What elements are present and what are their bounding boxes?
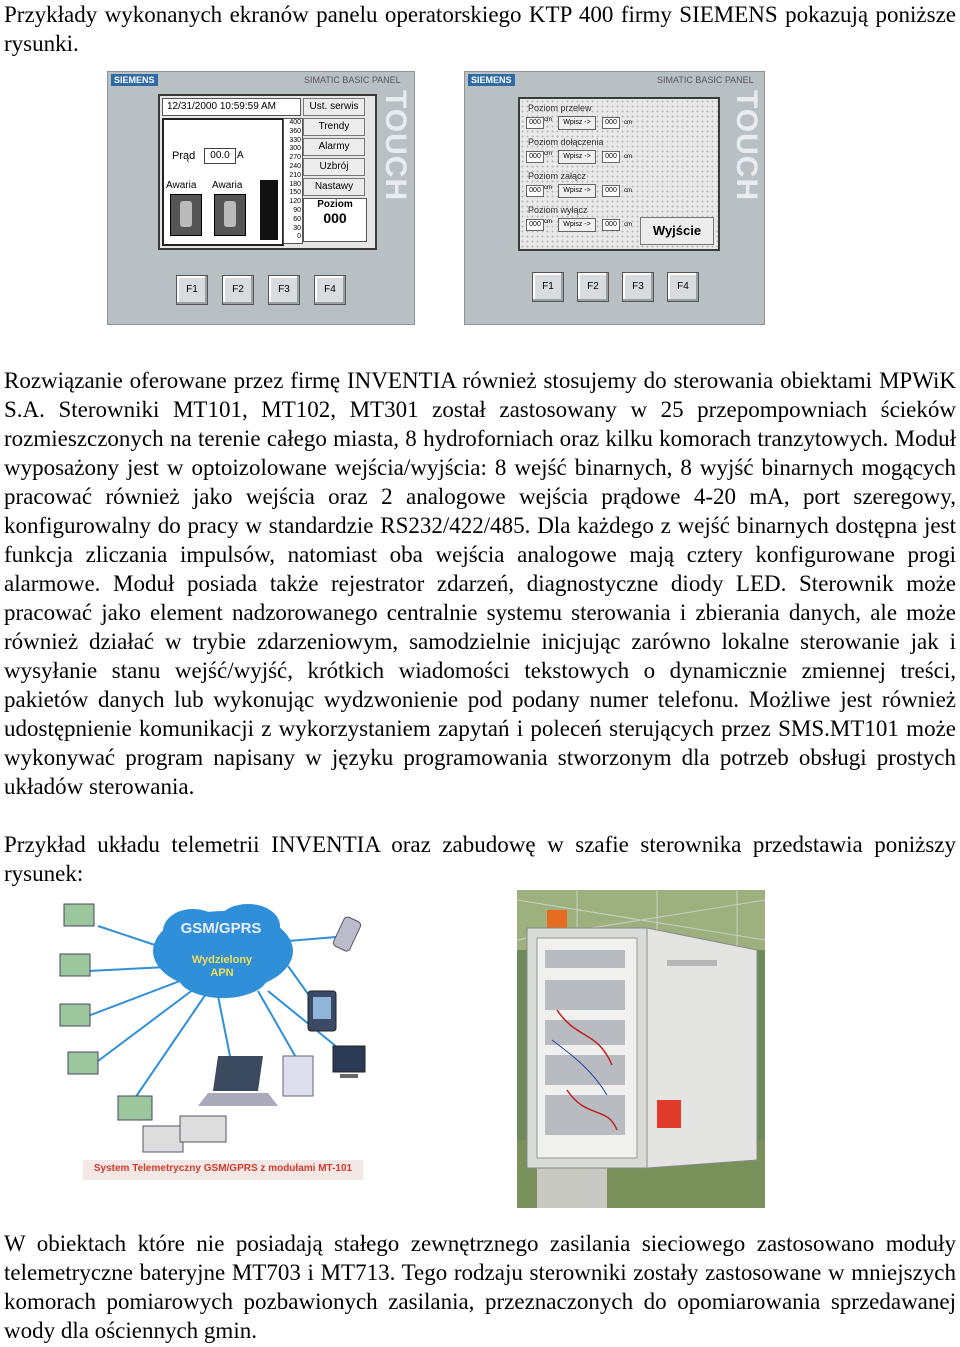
mt-module-icon [68, 1052, 98, 1074]
scale-tick-label: 120 [289, 198, 301, 206]
siemens-logo: SIEMENS [111, 74, 158, 86]
settings-button[interactable]: Nastawy [303, 178, 365, 196]
level-group-label: Poziom wyłącz [528, 205, 588, 215]
scale-tick-label: 180 [289, 180, 301, 188]
mt-module-icon [60, 954, 90, 976]
f3-key[interactable]: F3 [268, 275, 300, 305]
unit-label: cm [624, 188, 632, 194]
current-level-value: 000 [526, 185, 544, 197]
scale-tick-label: 0 [297, 233, 301, 241]
f2-key[interactable]: F2 [577, 272, 609, 302]
warning-lamp-icon [547, 910, 567, 928]
control-cabinet-photo [517, 890, 765, 1208]
laptop-icon [198, 1056, 278, 1106]
siemens-logo: SIEMENS [468, 74, 515, 86]
level-setting-group [524, 171, 640, 203]
scale-tick-label: 60 [293, 215, 301, 223]
level-group-label: Poziom dołączenia [528, 137, 604, 147]
mt-module-icon [60, 1004, 90, 1026]
touch-label: TOUCH [379, 90, 412, 202]
control-cabinet-illustration [517, 890, 765, 1208]
f1-key[interactable]: F1 [532, 272, 564, 302]
f3-key[interactable]: F3 [622, 272, 654, 302]
scale-tick-label: 360 [289, 127, 301, 135]
hmi-screen [518, 97, 720, 251]
current-level-value: 000 [526, 117, 544, 129]
diagram-caption: System Telemetryczny GSM/GPRS z modułami MT-101 [93, 1163, 353, 1174]
scale-tick-label: 240 [289, 162, 301, 170]
scale-tick-label: 210 [289, 171, 301, 179]
scale-tick-label: 90 [293, 206, 301, 214]
service-settings-button[interactable]: Ust. serwis [303, 98, 365, 116]
telemetry-system-diagram [58, 896, 388, 1188]
mobile-phone-icon [332, 916, 362, 953]
unit-label: cm [544, 185, 552, 191]
scale-tick-label: 30 [293, 224, 301, 232]
telemetry-diagram-svg [58, 896, 388, 1188]
exit-button[interactable]: Wyjście [640, 217, 714, 245]
unit-label: cm [544, 219, 552, 225]
level-setting-group [524, 103, 640, 135]
pump-1-icon [170, 194, 202, 236]
hmi-panel-levels-screen [464, 71, 765, 325]
hmi-panel-main-screen [107, 71, 415, 325]
din-rail-device-icon [143, 1126, 183, 1152]
unit-label: cm [624, 120, 632, 126]
scale-tick-label: 150 [289, 189, 301, 197]
f4-key[interactable]: F4 [667, 272, 699, 302]
desktop-computer-icon [283, 1046, 365, 1096]
unit-label: cm [544, 151, 552, 157]
unit-label: cm [624, 222, 632, 228]
cloud-subtitle [183, 954, 261, 980]
pump-1-alarm-label: Awaria [166, 180, 197, 191]
scale-tick-label: 270 [289, 154, 301, 162]
new-level-input[interactable]: 000 [602, 151, 620, 163]
level-label: Poziom [317, 199, 353, 210]
current-unit: A [237, 150, 244, 161]
panel-model-label: SIMATIC BASIC PANEL [304, 75, 401, 85]
power-socket-icon [657, 1100, 681, 1128]
cloud-subtitle-line-1: Wydzielony [191, 954, 253, 966]
level-scale [283, 118, 303, 244]
level-display [303, 198, 367, 242]
current-level-value: 000 [526, 151, 544, 163]
mt-module-icon [118, 1096, 152, 1120]
alarms-button[interactable]: Alarmy [303, 138, 365, 156]
level-value: 000 [323, 210, 347, 226]
new-level-input[interactable]: 000 [602, 117, 620, 129]
unit-label: cm [544, 117, 552, 123]
write-button[interactable]: Wpisz -> [558, 218, 596, 232]
hmi-screen [158, 94, 377, 250]
panel-model-label: SIMATIC BASIC PANEL [657, 75, 754, 85]
pump-2-icon [214, 194, 246, 236]
body-paragraph-example: Przykład układu telemetrii INVENTIA oraz zabudowę w szafie sterownika przedstawia poniższy rysunek: [4, 832, 956, 886]
write-button[interactable]: Wpisz -> [558, 116, 596, 130]
pump-2-alarm-label: Awaria [212, 180, 243, 191]
f1-key[interactable]: F1 [176, 275, 208, 305]
trends-button[interactable]: Trendy [303, 118, 365, 136]
new-level-input[interactable]: 000 [602, 185, 620, 197]
arm-button[interactable]: Uzbrój [303, 158, 365, 176]
tank-area [162, 118, 284, 246]
level-group-label: Poziom załącz [528, 171, 587, 181]
level-setting-group [524, 205, 640, 237]
level-group-label: Poziom przelew [528, 103, 592, 113]
level-setting-group [524, 137, 640, 169]
din-rail-device-icon [180, 1116, 226, 1142]
unit-label: cm [624, 154, 632, 160]
cloud-subtitle-line-2: APN [210, 967, 234, 979]
body-paragraph-inventia: Rozwiązanie oferowane przez firmę INVENTIA również stosujemy do sterowania obiektami MPWiK S.A. Sterowniki MT101, MT102, MT301 został zastosowany w 25 przepompowniach ścieków rozmieszczonych na terenie całego miasta, 8 hydroforniach oraz kilku komorach tranzytowych. Moduł wyposażony jest w optoizolowane wejścia/wyjścia: 8 wejść binarnych, 8 wyjść binarnych mogących pracować również jako wejścia oraz 2 analogowe wejścia prądowe 4-20 mA, port szeregowy, konfigurowalny do pracy w standardzie RS232/422/485. Dla każdego z wejść binarnych dostępna jest funkcja zliczania impulsów, natomiast oba wejścia analogowe mają cztery konfigurowane progi alarmowe. Moduł posiada także rejestrator zdarzeń, diagnostyczne diody LED. Sterownik może pracować jako element nadzorowanego centralnie systemu sterowania i zbierania danych, ale może również działać w trybie zdarzeniowym, samodzielnie inicjując zarówno lokalne sterowanie jak i wysyłanie stanu wejść/wyjść, krótkich wiadomości tekstowych o dynamicznie zmiennej treści, pakietów danych lub wykonując wydzwonienie pod podany numer telefonu. Możliwe jest również udostępnienie komunikacji z wykorzystaniem zapytań i poleceń sterujących przez SMS.MT101 może wykonywać program napisany w języku programowania stworzonym dla potrzeb obsługi prostych układów sterowania. [4, 368, 956, 799]
touch-label: TOUCH [730, 90, 763, 202]
datetime-display: 12/31/2000 10:59:59 AM [162, 98, 301, 116]
write-button[interactable]: Wpisz -> [558, 150, 596, 164]
scale-tick-label: 330 [289, 136, 301, 144]
body-paragraph-battery: W obiektach które nie posiadają stałego zewnętrznego zasilania sieciowego zastosowano moduły telemetryczne bateryjne MT703 i MT713. Tego rodzaju sterowniki zostały zastosowane w mniejszych komorach pomiarowych pozbawionych zasilania, przeznaczonych do opomiarowania sprzedawanej wody dla ościennych gmin. [4, 1231, 956, 1343]
f4-key[interactable]: F4 [314, 275, 346, 305]
scale-tick-label: 400 [289, 119, 301, 126]
current-label: Prąd [172, 150, 196, 162]
current-value: 00.0 [204, 148, 236, 164]
level-bar [260, 180, 278, 240]
cabinet-base [537, 1165, 607, 1208]
f2-key[interactable]: F2 [222, 275, 254, 305]
mt-module-icon [64, 904, 94, 926]
new-level-input[interactable]: 000 [602, 219, 620, 231]
current-level-value: 000 [526, 219, 544, 231]
cloud-title: GSM/GPRS [180, 920, 262, 937]
write-button[interactable]: Wpisz -> [558, 184, 596, 198]
intro-paragraph: Przykłady wykonanych ekranów panelu operatorskiego KTP 400 firmy SIEMENS pokazują poniższe rysunki. [4, 2, 956, 56]
scale-tick-label: 300 [289, 145, 301, 153]
